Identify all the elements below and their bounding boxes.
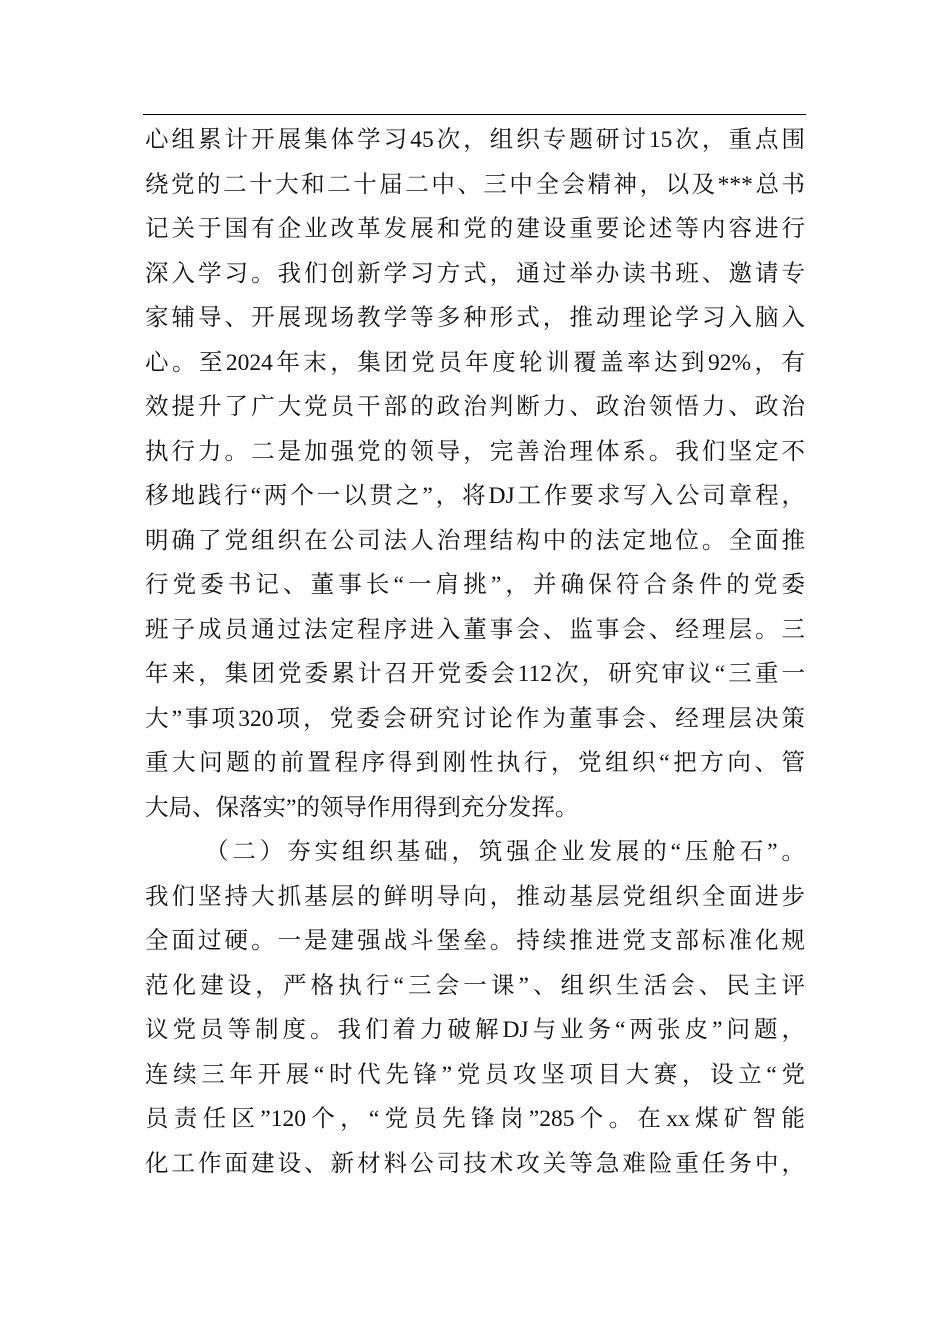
text-line: 我们坚持大抓基层的鲜明导向，推动基层党组织全面进步 [145,883,805,910]
text-line: 明确了党组织在公司法人治理结构中的法定地位。全面推 [145,527,805,554]
text-line: 记关于国有企业改革发展和党的建设重要论述等内容进行 [145,216,805,242]
text-line: 员责任区”120个，“党员先锋岗”285个。在xx煤矿智能 [145,1106,805,1132]
text-line: 化工作面建设、新材料公司技术攻关等急难险重任务中， [145,1150,805,1177]
text-line: 大”事项320项，党委会研究讨论作为董事会、经理层决策 [145,705,805,732]
text-line: 议党员等制度。我们着力破解DJ与业务“两张皮”问题， [145,1017,805,1043]
text-line: 心。至2024年末，集团党员年度轮训覆盖率达到92%，有 [145,349,805,376]
text-line: 全面过硬。一是建强战斗堡垒。持续推进党支部标准化规 [145,928,805,954]
text-line: 移地践行“两个一以贯之”，将DJ工作要求写入公司章程， [145,483,805,509]
text-line: 心组累计开展集体学习45次，组织专题研讨15次，重点围 [145,127,805,153]
text-line: 重大问题的前置程序得到刚性执行，党组织“把方向、管 [145,750,805,776]
text-line: 行党委书记、董事长“一肩挑”，并确保符合条件的党委 [145,572,805,598]
text-line: 年来，集团党委累计召开党委会112次，研究审议“三重一 [145,661,805,687]
text-line: 执行力。二是加强党的领导，完善治理体系。我们坚定不 [145,438,805,465]
text-line: 大局、保落实”的领导作用得到充分发挥。 [145,794,579,821]
text-line: 深入学习。我们创新学习方式，通过举办读书班、邀请专 [145,260,805,287]
text-line: 绕党的二十大和二十届二中、三中全会精神，以及***总书 [145,171,805,198]
text-line: 效提升了广大党员干部的政治判断力、政治领悟力、政治 [145,394,805,420]
body-text [145,118,805,1186]
text-line: 班子成员通过法定程序进入董事会、监事会、经理层。三 [145,616,805,643]
text-line: 连续三年开展“时代先锋”党员攻坚项目大赛，设立“党 [145,1061,805,1088]
header-rule [143,114,806,115]
text-line: 家辅导、开展现场教学等多种形式，推动理论学习入脑入 [145,305,805,331]
text-line: 范化建设，严格执行“三会一课”、组织生活会、民主评 [145,972,805,999]
section-heading: （二）夯实组织基础，筑强企业发展的“压舱石”。 [205,839,805,865]
